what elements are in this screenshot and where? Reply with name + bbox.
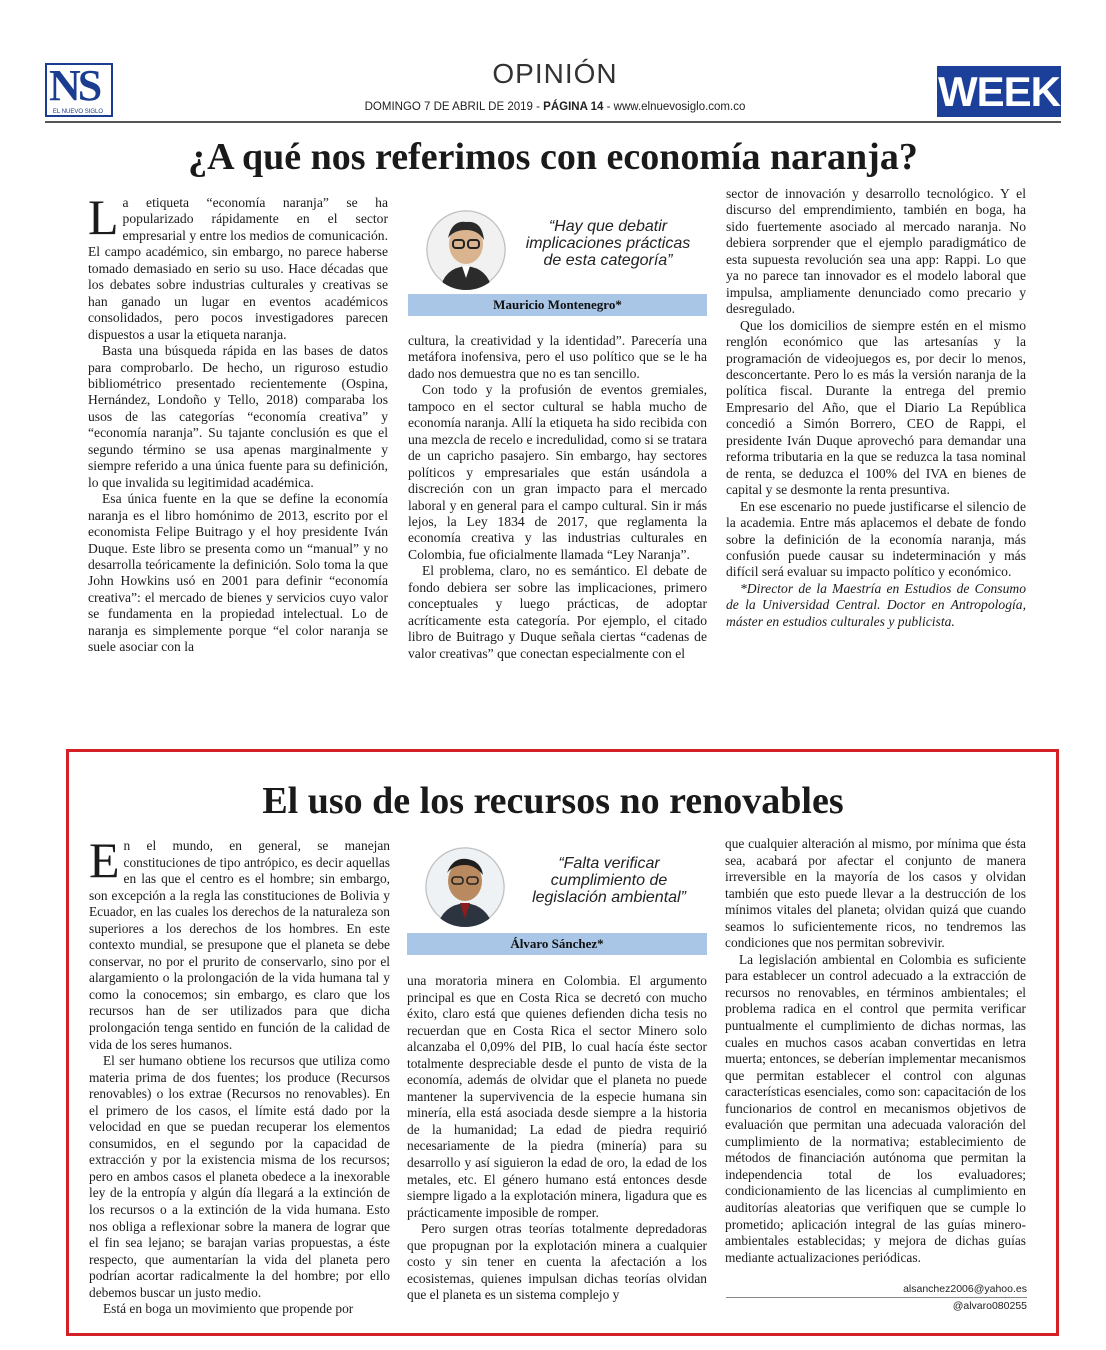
author-footnote: *Director de la Maestría en Estudios de Consumo de la Universidad Central. Doctor en Antropología, máster en estudios culturales y publicista. xyxy=(726,580,1026,629)
paragraph: que cualquier alteración al mismo, por mínima que ésta sea, acabará por afectar el conjunto de manera irreversible en la mayoría de los casos y olvidan también que esto puede llevar a la destrucción de los mínimos vitales del planeta; olvidan quizá que cuando seamos lo suficientemente ricos, no tendremos las condiciones que nos permitan sobrevivir. xyxy=(725,836,1026,951)
paragraph: Esa única fuente en la que se define la economía naranja es el libro homónimo de 2013, escrito por el economista Felipe Buitrago y el hoy presidente Iván Duque. Este libro se presenta como un “manual” y no desarrolla teóricamente la definición. Solo toma la que John Howkins usó en 2001 para definir “economía creativa”: el mercado de bienes y servicios cuyo valor se fundamenta en la propiedad intelectual. Lo de naranja es simplemente porque “el color naranja se suele asociar con la xyxy=(88,491,388,655)
paragraph: una moratoria minera en Colombia. El argumento principal es que en Costa Rica se decretó con mucho éxito, claro está que quienes defienden dicha tesis no recuerdan que en Costa Rica el sector Minero solo alcanzaba el 0,09% del PIB, lo cual hacía éste sector totalmente despreciable desde el punto de vista de la economía, además de olvidar que el planeta no puede mantener la supervivencia de la especie humana sin minería, ella está asociada desde siempre a la historia de la humanidad; La edad de piedra requirió necesariamente de la piedra (minería) para su desarrollo y así siguieron la edad de oro, la edad de los metales, etc. El género humano está entonces desde siempre ligado a la explotación minera, ligadura que es prácticamente imposible de romper. xyxy=(407,973,707,1220)
article1-column-1 xyxy=(88,189,388,656)
paragraph: En ese escenario no puede justificarse el silencio de la academia. Entre más aplacemos el debate de fondo sobre la definición de la economía naranja, más confusión puede causar su indeterminación y más difícil será evaluar su impacto político y económico. xyxy=(726,498,1026,580)
drop-cap: E xyxy=(89,832,120,888)
drop-cap: L xyxy=(88,189,119,245)
page-number: PÁGINA 14 xyxy=(543,101,604,113)
author-byline: Álvaro Sánchez* xyxy=(407,933,707,955)
paragraph: La etiqueta “economía naranja” se ha popularizado rápidamente en el sector empresarial y entre los medios de comunicación. El campo académico, sin embargo, no parece haberse tomado demasiado en serio su uso. Hace décadas que los debates sobre industrias culturales y creativas se han ganado un lugar en eventos académicos consolidados, pero pocos investigadores parecen dispuestos a usar la etiqueta naranja. xyxy=(88,189,388,342)
week-badge: WEEK xyxy=(938,68,1060,115)
article2-column-3 xyxy=(725,836,1026,1266)
person-icon xyxy=(425,847,505,927)
paragraph: Que los domicilios de siempre estén en el mismo renglón económico que las artesanías y la programación de videojuegos es, por decir lo menos, desconcertante. Pero lo es más la versión naranja de la política fiscal. Durante la entrega del premio Empresario del Año, que el Diario La República concedió a Simón Borrero, CEO de Rappi, el presidente Iván Duque aprovechó para demandar una reforma tributaria en la que se reduzca la tasa nominal de renta, se deduzca el 100% del IVA en bienes de capital y se desmonte la renta presuntiva. xyxy=(726,317,1026,498)
author-email[interactable]: alsanchez2006@yahoo.es xyxy=(903,1283,1027,1295)
pullquote-text: “Falta verificar cumplimiento de legislación ambiental” xyxy=(532,855,686,906)
section-title: OPINIÓN xyxy=(492,58,618,89)
paragraph: cultura, la creatividad y la identidad”. Parecería una metáfora inofensiva, pero el uso político que se le ha dado nos demuestra que no es tan sencillo. xyxy=(408,333,707,381)
author-twitter[interactable]: @alvaro080255 xyxy=(952,1300,1027,1312)
paragraph: El ser humano obtiene los recursos que utiliza como materia prima de dos fuentes; los produce (Recursos renovables) o los extrae (Recursos no renovables). En el primero de los casos, el límite está dado por la velocidad en que se puedan recuperar los elementos consumidos, en el segundo por la capacidad de extracción y por la existencia misma de los recursos; pero en ambos casos el planeta obedece a la inexorable ley de la entropía y algún día llegará a la extinción de los recursos o a la extinción de la vida humana. Esto nos obliga a reflexionar sobre la manera de lograr que el fin sea lejano; se barajan varias propuestas, a éste respecto, que aumentarían la vida del planeta pero podrían acortar radicalmente la del hombre; por ello debemos buscar un justo medio. xyxy=(89,1053,390,1300)
article2-column-1 xyxy=(89,832,390,1318)
author-photo xyxy=(425,847,505,927)
header-divider xyxy=(45,121,1061,123)
date-text: DOMINGO 7 DE ABRIL DE 2019 - xyxy=(364,101,544,113)
article2-pullquote-box xyxy=(407,841,707,959)
website-text: - www.elnuevosiglo.com.co xyxy=(603,101,746,113)
article1-title: ¿A qué nos referimos con economía naranja? xyxy=(188,136,918,178)
paragraph: En el mundo, en general, se manejan constituciones de tipo antrópico, es decir aquellas en las que el centro es el hombre; sin embargo, son excepción a la regla las constituciones de Bolivia y Ecuador, en las cuales los derechos de la naturaleza son superiores a los derechos de los hombres. En este contexto mundial, se presupone que el planeta se debe conservar, no por el prurito de conservarlo, sino por el alargamiento o la prolongación de la vida humana tal y como la conocemos; sin embargo, es claro que los recursos han de ser utilizados para que dicha prolongación tenga sentido en función de la calidad de vida de los seres humanos. xyxy=(89,832,390,1052)
article2-title: El uso de los recursos no renovables xyxy=(262,780,844,822)
logo-letters: NS xyxy=(49,61,100,110)
article1-column-3 xyxy=(726,186,1026,630)
paragraph: Pero surgen otras teorías totalmente depredadoras que propugnan por la explotación minera a cualquier costo y sin tener en cuenta la afectación a los ecosistemas, quienes impulsan dichas teorías olvidan que el planeta es un sistema complejo y xyxy=(407,1221,707,1303)
logo-subtitle: EL NUEVO SIGLO xyxy=(52,109,104,115)
contact-divider xyxy=(726,1297,1027,1298)
newspaper-logo xyxy=(45,63,113,117)
paragraph: Está en boga un movimiento que propende por xyxy=(103,1301,354,1317)
article1-column-2 xyxy=(408,333,707,662)
article2-column-2 xyxy=(407,973,707,1304)
author-photo xyxy=(426,210,506,290)
paragraph: sector de innovación y desarrollo tecnológico. Y el discurso del emprendimiento, también en boga, ha sido fuertemente asociado al mercado naranja. No debiera sorprender que el ejemplo paradigmático de esta supuesta revolución sea una app: Rappi. Lo que ya no parece tan innovador es el modelo laboral que impulsa, ampliamente denunciado como precario y desregulado. xyxy=(726,186,1026,317)
person-icon xyxy=(426,210,506,290)
author-byline: Mauricio Montenegro* xyxy=(408,294,707,316)
paragraph: La legislación ambiental en Colombia es suficiente para establecer un control adecuado a la extracción de recursos no renovables, en términos ambientales; el problema radica en el control que permita verificar puntualmente el cumplimiento de dichas normas, las cuales en muchos casos acaban convertidas en letra muerta; entonces, se deberían implementar mecanismos que permitan establecer el control con algunas características esenciales, como son: capacitación de los funcionarios de control en mecanismos objetivos de evaluación que permitan una adecuada valoración del cumplimiento de la normativa; establecimiento de métodos de financiación autónoma que permitan la independencia total de los evaluadores; condicionamiento de las licencias al cumplimiento en auditorías aleatorias que verifiquen que se cumple lo prometido; aplicación integral de las guías minero-ambientales establecidas; y mejora de dichas guías mediante actualizaciones periódicas. xyxy=(725,951,1026,1265)
paragraph: Basta una búsqueda rápida en las bases de datos para comprobarlo. De hecho, un riguroso estudio bibliométrico presentado recientemente (Ospina, Hernández, Londoño y Tello, 2018) comparaba los usos de las categorías “economía creativa” y “economía naranja”. Su tajante conclusión es que el segundo término se usa apenas marginalmente y siempre referido a una única fuente para su definición, lo que invalida su legitimidad académica. xyxy=(88,343,388,490)
pullquote-text: “Hay que debatir implicaciones prácticas de esta categoría” xyxy=(525,218,691,269)
paragraph: El problema, claro, no es semántico. El debate de fondo debiera ser sobre las implicaciones, primero conceptuales y luego prácticas, de adoptar acríticamente esta categoría. Por ejemplo, el citado libro de Buitrago y Duque señala ciertas “cadenas de valor creativas” que conectan especialmente con el xyxy=(408,563,707,661)
paragraph: Con todo y la profusión de eventos gremiales, tampoco en el sector cultural se habla mucho de economía naranja. Allí la etiqueta ha sido recibida con una mezcla de recelo e incredulidad, como si se tratara de un capricho pasajero. Sin embargo, hay sectores políticos y empresariales que están usándola a discreción con un gran impacto para el mercado laboral y en general para el campo cultural. Sin ir más lejos, la Ley 1834 de 2017, que reglamenta la economía creativa y las industrias culturales en Colombia, fue oficialmente llamada “Ley Naranja”. xyxy=(408,382,707,562)
dateline xyxy=(300,101,810,113)
article1-pullquote-box xyxy=(408,202,707,320)
